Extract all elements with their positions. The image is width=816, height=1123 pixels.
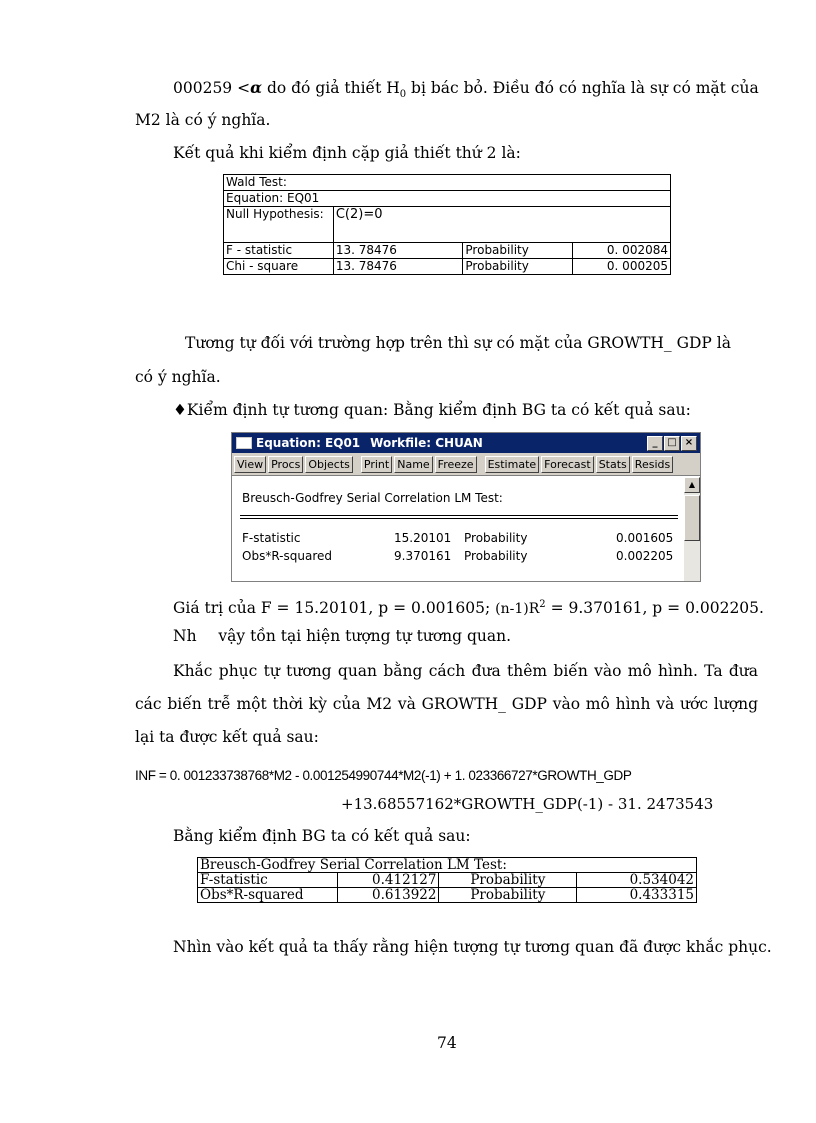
forecast-button[interactable]: Forecast bbox=[541, 456, 594, 473]
row-value: 0.412127 bbox=[337, 873, 439, 888]
h-subscript: 0 bbox=[399, 89, 407, 101]
bullet-line bbox=[173, 400, 691, 420]
para3: Khắc phục tự tương quan bằng cách đưa thêm biến vào mô hình. Ta đưa các biến trễ một thời kỳ của M2 và GROWTH_ GDP vào mô hình và ước lượng lại ta được kết quả sau: bbox=[135, 662, 758, 746]
table-row bbox=[224, 243, 671, 259]
para2-line2: có ý nghĩa. bbox=[135, 368, 221, 386]
wald-null-value: C(2)=0 bbox=[333, 207, 670, 243]
value-part1: Giá trị của F = 15.20101, p = 0.001605; bbox=[173, 599, 491, 618]
stats-button[interactable]: Stats bbox=[596, 456, 630, 473]
para1-mid: do đó giả thiết H bbox=[262, 79, 400, 97]
value-part3: = 9.370161, p = 0.002205. bbox=[545, 599, 764, 618]
row-prob-label: Probability bbox=[463, 243, 573, 259]
wald-test-table bbox=[223, 174, 671, 275]
row-label: F-statistic bbox=[198, 873, 338, 888]
bg-test-table bbox=[197, 857, 697, 903]
para1-line2: M2 là có ý nghĩa. bbox=[135, 111, 271, 129]
row-label: F - statistic bbox=[224, 243, 334, 259]
para1-line1 bbox=[173, 78, 759, 105]
view-button[interactable]: View bbox=[234, 456, 266, 473]
workfile-name: Workfile: CHUAN bbox=[370, 436, 483, 450]
value-part2: (n-1)R bbox=[495, 601, 540, 618]
row-label: Obs*R-squared bbox=[242, 549, 332, 563]
equation-line2: +13.68557162*GROWTH_GDP(-1) - 31. 2473543 bbox=[341, 795, 714, 813]
print-button[interactable]: Print bbox=[361, 456, 392, 473]
table-row bbox=[198, 873, 697, 888]
row-prob-value: 0.433315 bbox=[577, 888, 697, 903]
intro-test2: Kết quả khi kiểm định cặp giả thiết thứ 2 là: bbox=[173, 144, 521, 162]
wald-null-label: Null Hypothesis: bbox=[224, 207, 334, 243]
row-value: 9.370161 bbox=[394, 549, 452, 563]
final-paragraph: Nhìn vào kết quả ta thấy rằng hiện tượng tự tương quan đã được khắc phục. bbox=[173, 938, 772, 956]
bg-test-heading: Breusch-Godfrey Serial Correlation LM Test: bbox=[242, 491, 503, 505]
r-squared-sup: 2 bbox=[539, 599, 546, 610]
row-prob-label: Probability bbox=[464, 549, 528, 563]
eviews-window bbox=[231, 432, 701, 582]
row-value: 15.20101 bbox=[394, 531, 452, 545]
row-label: Chi - square bbox=[224, 259, 334, 275]
procs-button[interactable]: Procs bbox=[268, 456, 303, 473]
name-button[interactable]: Name bbox=[394, 456, 432, 473]
scroll-thumb[interactable] bbox=[684, 495, 700, 541]
row-prob-label: Probability bbox=[439, 888, 577, 903]
resids-button[interactable]: Resids bbox=[632, 456, 673, 473]
close-icon[interactable]: × bbox=[681, 436, 697, 451]
bg-table-title: Breusch-Godfrey Serial Correlation LM Test: bbox=[198, 858, 697, 873]
wald-equation: Equation: EQ01 bbox=[224, 191, 671, 207]
row-prob-label: Probability bbox=[439, 873, 577, 888]
alpha-symbol: α bbox=[250, 78, 263, 97]
vertical-scrollbar[interactable] bbox=[684, 477, 700, 581]
conclusion-rest: vậy tồn tại hiện tượng tự tương quan. bbox=[218, 627, 512, 645]
page-number: 74 bbox=[437, 1034, 457, 1052]
row-value: 13. 78476 bbox=[333, 243, 463, 259]
intro-bg2: Bằng kiểm định BG ta có kết quả sau: bbox=[173, 827, 471, 845]
para1-suffix: bị bác bỏ. Điều đó có nghĩa là sự có mặt của bbox=[406, 79, 759, 97]
para2-line1: Tương tự đối với trường hợp trên thì sự có mặt của GROWTH_ GDP là bbox=[185, 334, 731, 352]
row-label: Obs*R-squared bbox=[198, 888, 338, 903]
row-prob-value: 0.002205 bbox=[616, 549, 674, 563]
table-row bbox=[198, 888, 697, 903]
objects-button[interactable]: Objects bbox=[305, 456, 353, 473]
scroll-up-icon[interactable]: ▲ bbox=[684, 477, 700, 493]
bullet-text: Kiểm định tự tương quan: Bằng kiểm định BG ta có kết quả sau: bbox=[186, 401, 691, 419]
minimize-icon[interactable]: _ bbox=[647, 436, 663, 451]
value-line bbox=[173, 595, 764, 619]
conclusion-nh: Nh bbox=[173, 627, 197, 645]
freeze-button[interactable]: Freeze bbox=[435, 456, 477, 473]
row-prob-value: 0.534042 bbox=[577, 873, 697, 888]
table-row bbox=[224, 259, 671, 275]
eviews-toolbar bbox=[232, 453, 700, 476]
row-prob-label: Probability bbox=[464, 531, 528, 545]
row-value: 0.613922 bbox=[337, 888, 439, 903]
conclusion-line bbox=[173, 626, 511, 646]
wald-title: Wald Test: bbox=[224, 175, 671, 191]
row-prob-value: 0. 002084 bbox=[573, 243, 671, 259]
maximize-icon[interactable]: □ bbox=[664, 436, 680, 451]
window-titlebar bbox=[232, 433, 700, 453]
estimate-button[interactable]: Estimate bbox=[485, 456, 540, 473]
row-prob-value: 0.001605 bbox=[616, 531, 674, 545]
window-title: Equation: EQ01 bbox=[256, 436, 361, 450]
row-value: 13. 78476 bbox=[333, 259, 463, 275]
row-prob-value: 0. 000205 bbox=[573, 259, 671, 275]
para1-prefix: 000259 < bbox=[173, 79, 251, 97]
diamond-bullet-icon: ♦ bbox=[173, 401, 187, 419]
eviews-output bbox=[232, 477, 684, 581]
equation-line1: INF = 0. 001233738768*M2 - 0.001254990744*M2(-1) + 1. 023366727*GROWTH_GDP bbox=[135, 768, 632, 783]
equation-window-icon bbox=[236, 437, 252, 449]
row-label: F-statistic bbox=[242, 531, 301, 545]
row-prob-label: Probability bbox=[463, 259, 573, 275]
